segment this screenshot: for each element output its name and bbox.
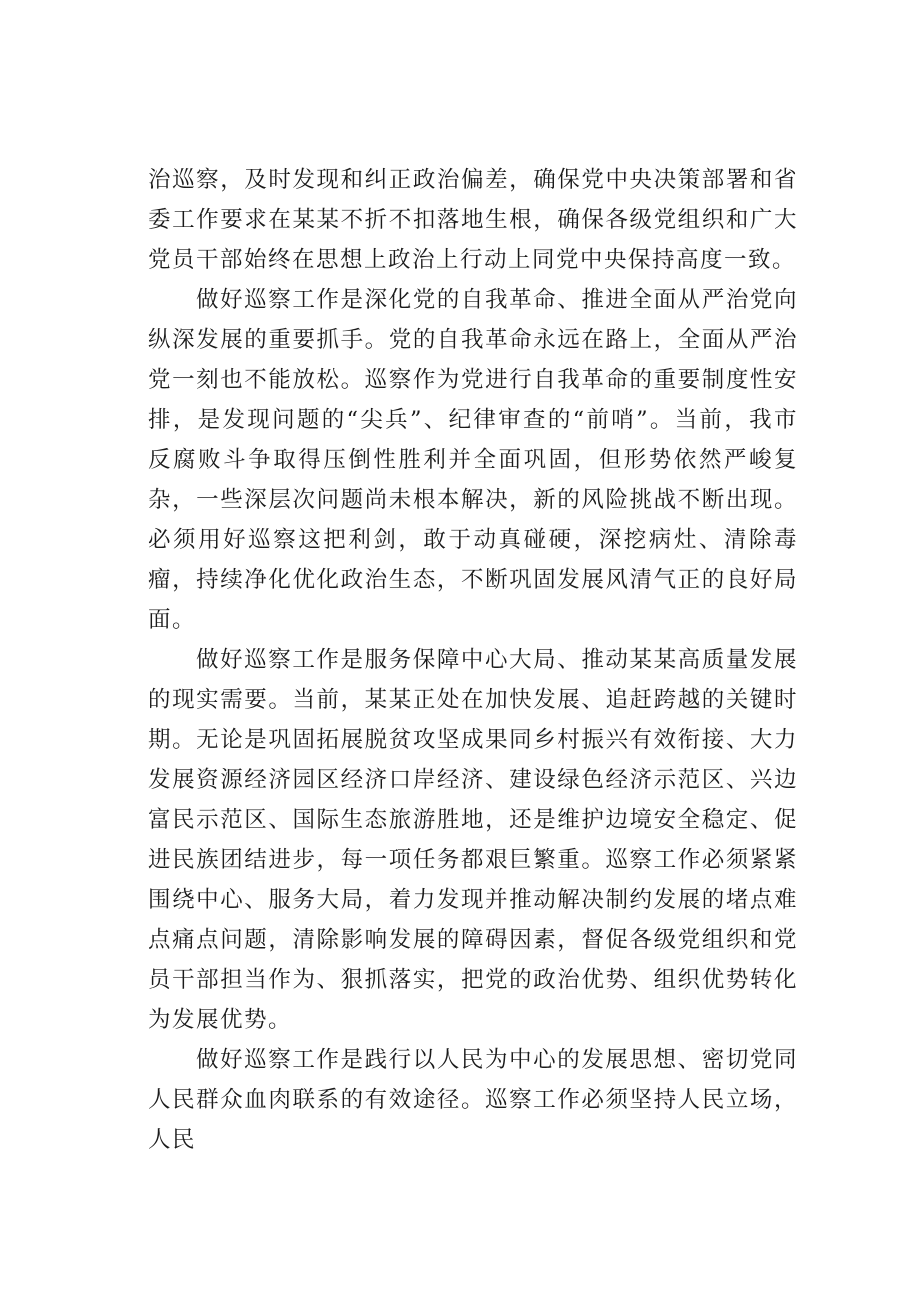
paragraph-continuation: 治巡察，及时发现和纠正政治偏差，确保党中央决策部署和省委工作要求在某某不折不扣落地生根，确保各级党组织和广大党员干部始终在思想上政治上行动上同党中央保持高度一致。 — [148, 167, 798, 273]
document-body — [148, 160, 798, 1160]
paragraph-people-centered: 做好巡察工作是践行以人民为中心的发展思想、密切党同人民群众血肉联系的有效途径。巡察工作必须坚持人民立场，人民 — [148, 1047, 798, 1153]
paragraph-development: 做好巡察工作是服务保障中心大局、推动某某高质量发展的现实需要。当前，某某正处在加快发展、追赶跨越的关键时期。无论是巩固拓展脱贫攻坚成果同乡村振兴有效衔接、大力发展资源经济园区经济口岸经济、建设绿色经济示范区、兴边富民示范区、国际生态旅游胜地，还是维护边境安全稳定、促进民族团结进步，每一项任务都艰巨繁重。巡察工作必须紧紧围绕中心、服务大局，着力发现并推动解决制约发展的堵点难点痛点问题，清除影响发展的障碍因素，督促各级党组织和党员干部担当作为、狠抓落实，把党的政治优势、组织优势转化为发展优势。 — [148, 647, 798, 1033]
paragraph-self-revolution: 做好巡察工作是深化党的自我革命、推进全面从严治党向纵深发展的重要抓手。党的自我革命永远在路上，全面从严治党一刻也不能放松。巡察作为党进行自我革命的重要制度性安排，是发现问题的“尖兵”、纪律审查的“前哨”。当前，我市反腐败斗争取得压倒性胜利并全面巩固，但形势依然严峻复杂，一些深层次问题尚未根本解决，新的风险挑战不断出现。必须用好巡察这把利剑，敢于动真碰硬，深挖病灶、清除毒瘤，持续净化优化政治生态，不断巩固发展风清气正的良好局面。 — [148, 287, 798, 633]
